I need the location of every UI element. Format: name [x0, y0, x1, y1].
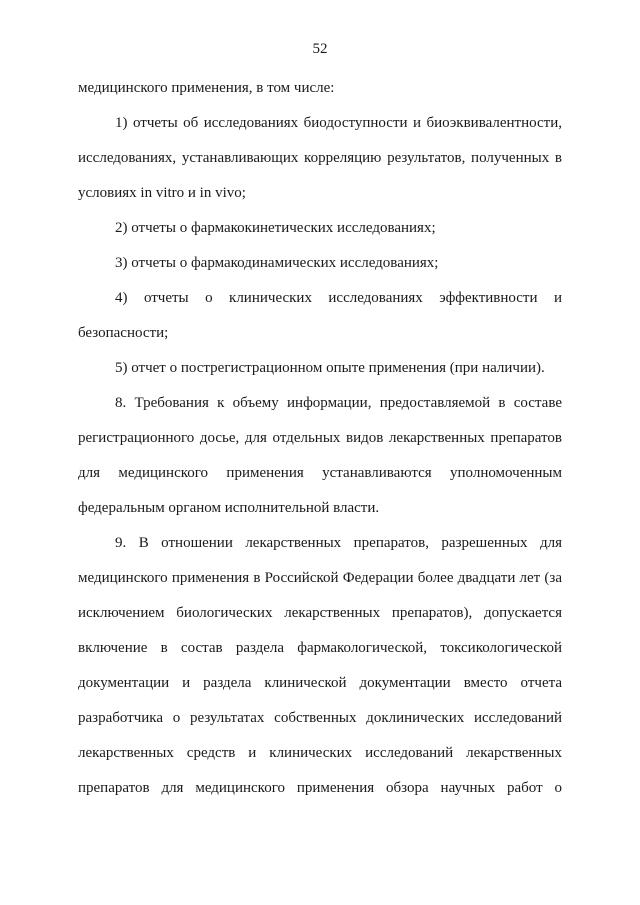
- text-line: медицинского применения, в том числе:: [78, 80, 335, 96]
- text-line: включение в состав раздела фармакологической, токсикологической: [78, 640, 562, 656]
- text-line: 3) отчеты о фармакодинамических исследованиях;: [115, 255, 439, 271]
- text-line: разработчика о результатах собственных доклинических исследований: [78, 710, 562, 726]
- text-line: препаратов для медицинского применения обзора научных работ о: [78, 780, 562, 796]
- text-line: исключением биологических лекарственных препаратов), допускается: [78, 605, 562, 621]
- text-line: безопасности;: [78, 325, 169, 341]
- text-line: условиях in vitro и in vivo;: [78, 185, 246, 201]
- text-line: лекарственных средств и клинических исследований лекарственных: [78, 745, 562, 761]
- text-line: 1) отчеты об исследованиях биодоступности и биоэквивалентности,: [115, 115, 562, 131]
- page-number: 52: [312, 41, 328, 57]
- text-line: для медицинского применения устанавливаются уполномоченным: [78, 465, 562, 481]
- text-line: 8. Требования к объему информации, предоставляемой в составе: [115, 395, 562, 411]
- text-line: документации и раздела клинической документации вместо отчета: [78, 675, 562, 691]
- text-line: федеральным органом исполнительной власти.: [78, 500, 380, 516]
- text-line: регистрационного досье, для отдельных видов лекарственных препаратов: [78, 430, 562, 446]
- text-line: медицинского применения в Российской Федерации более двадцати лет (за: [78, 570, 562, 586]
- text-line: исследованиях, устанавливающих корреляцию результатов, полученных в: [78, 150, 562, 166]
- text-line: 9. В отношении лекарственных препаратов, разрешенных для: [115, 535, 562, 551]
- text-line: 5) отчет о пострегистрационном опыте применения (при наличии).: [115, 360, 545, 376]
- text-line: 4) отчеты о клинических исследованиях эффективности и: [115, 290, 562, 306]
- text-line: 2) отчеты о фармакокинетических исследованиях;: [115, 220, 436, 236]
